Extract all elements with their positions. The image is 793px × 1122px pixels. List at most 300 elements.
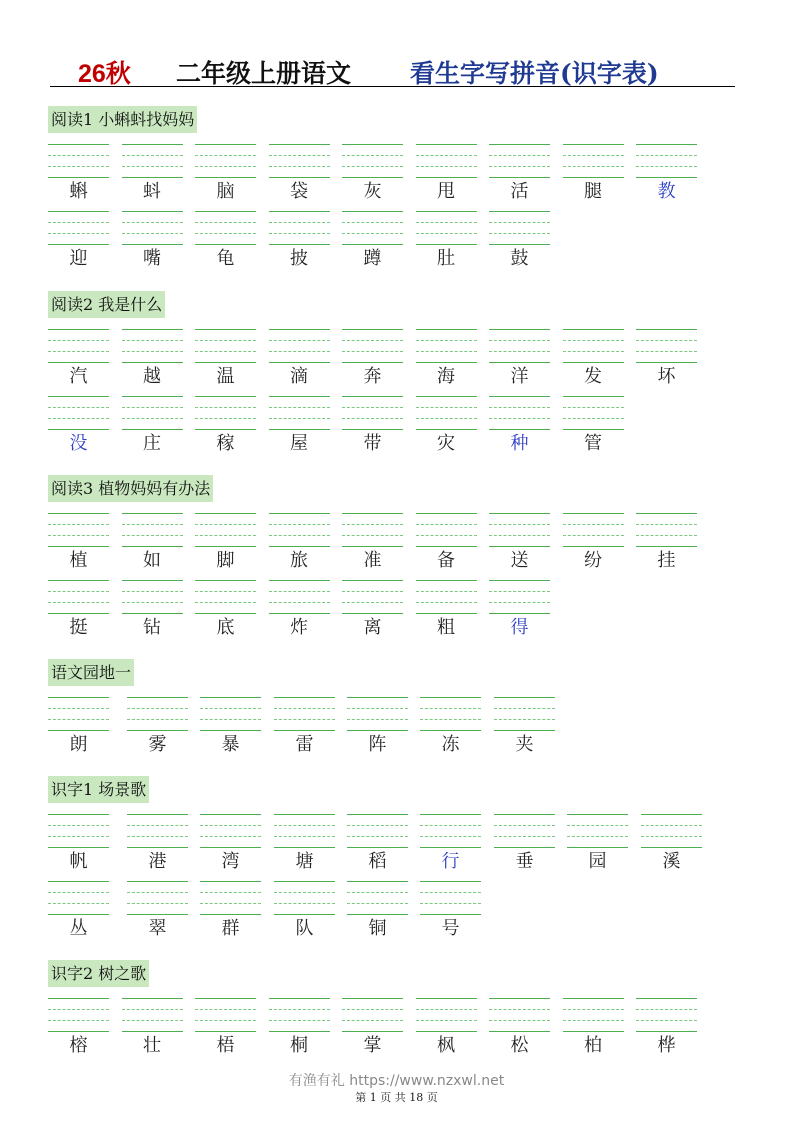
pinyin-writing-lines[interactable] <box>563 144 624 178</box>
guide-line <box>269 429 330 430</box>
hanzi-character: 灰 <box>363 181 382 202</box>
title-prefix: 26秋 <box>78 60 131 88</box>
pinyin-writing-lines[interactable] <box>122 329 183 363</box>
hanzi-character: 教 <box>657 181 676 202</box>
guide-line <box>127 730 188 731</box>
guide-line <box>489 144 550 145</box>
pinyin-writing-lines[interactable] <box>269 998 330 1032</box>
hanzi-character: 管 <box>584 433 602 454</box>
hanzi-character: 得 <box>510 617 529 638</box>
character-cell <box>195 998 256 1056</box>
guide-line <box>122 144 183 145</box>
pinyin-writing-lines[interactable] <box>342 580 403 614</box>
guide-line <box>416 177 477 178</box>
guide-line <box>122 418 183 419</box>
guide-line <box>416 535 477 536</box>
guide-line <box>563 998 624 999</box>
guide-line <box>269 613 330 614</box>
guide-line <box>195 1031 256 1032</box>
pinyin-writing-lines[interactable] <box>195 329 256 363</box>
pinyin-writing-lines[interactable] <box>48 329 109 363</box>
pinyin-writing-lines[interactable] <box>641 814 702 848</box>
guide-line <box>48 697 109 698</box>
hanzi-character: 丛 <box>69 918 88 939</box>
guide-line <box>420 914 481 915</box>
character-cell <box>347 697 408 755</box>
guide-line <box>416 998 477 999</box>
char-row <box>48 211 748 269</box>
pinyin-writing-lines[interactable] <box>416 998 477 1032</box>
guide-line <box>195 211 256 212</box>
hanzi-character: 夹 <box>515 734 534 755</box>
guide-line <box>563 144 624 145</box>
pinyin-writing-lines[interactable] <box>195 396 256 430</box>
guide-line <box>420 847 481 848</box>
guide-line <box>489 396 550 397</box>
section-heading: 识字1 场景歌 <box>48 776 149 803</box>
hanzi-character: 蹲 <box>363 248 382 269</box>
pinyin-writing-lines[interactable] <box>269 580 330 614</box>
pinyin-writing-lines[interactable] <box>416 211 477 245</box>
pinyin-writing-lines[interactable] <box>494 697 555 731</box>
guide-line <box>274 903 335 904</box>
pinyin-writing-lines[interactable] <box>269 144 330 178</box>
guide-line <box>636 546 697 547</box>
guide-line <box>200 881 261 882</box>
hanzi-character: 挺 <box>69 617 88 638</box>
guide-line <box>342 166 403 167</box>
pinyin-writing-lines[interactable] <box>122 144 183 178</box>
pinyin-writing-lines[interactable] <box>127 697 188 731</box>
pinyin-writing-lines[interactable] <box>48 881 109 915</box>
guide-line <box>274 708 335 709</box>
guide-line <box>48 1020 109 1021</box>
hanzi-character: 桐 <box>290 1035 308 1056</box>
guide-line <box>342 329 403 330</box>
guide-line <box>342 513 403 514</box>
character-cell <box>420 697 481 755</box>
hanzi-character: 港 <box>148 851 167 872</box>
guide-line <box>563 340 624 341</box>
guide-line <box>342 535 403 536</box>
section-heading: 阅读1 小蝌蚪找妈妈 <box>48 106 197 133</box>
pinyin-writing-lines[interactable] <box>563 396 624 430</box>
guide-line <box>489 546 550 547</box>
character-cell <box>195 144 256 202</box>
guide-line <box>420 892 481 893</box>
guide-line <box>122 998 183 999</box>
pinyin-writing-lines[interactable] <box>420 814 481 848</box>
character-cell <box>489 998 550 1056</box>
guide-line <box>563 351 624 352</box>
pinyin-writing-lines[interactable] <box>48 396 109 430</box>
pinyin-writing-lines[interactable] <box>494 814 555 848</box>
pinyin-writing-lines[interactable] <box>127 814 188 848</box>
guide-line <box>416 613 477 614</box>
pinyin-writing-lines[interactable] <box>342 211 403 245</box>
guide-line <box>416 546 477 547</box>
guide-line <box>342 222 403 223</box>
pinyin-writing-lines[interactable] <box>563 513 624 547</box>
pinyin-writing-lines[interactable] <box>48 513 109 547</box>
character-cell <box>416 998 477 1056</box>
character-cell <box>420 814 481 872</box>
guide-line <box>342 418 403 419</box>
character-cell <box>342 580 403 638</box>
guide-line <box>563 329 624 330</box>
hanzi-character: 行 <box>441 851 460 872</box>
pinyin-writing-lines[interactable] <box>416 513 477 547</box>
guide-line <box>636 351 697 352</box>
guide-line <box>416 340 477 341</box>
guide-line <box>122 166 183 167</box>
hanzi-character: 稼 <box>216 433 235 454</box>
guide-line <box>636 177 697 178</box>
hanzi-character: 翠 <box>148 918 167 939</box>
hanzi-character: 旅 <box>290 550 308 571</box>
pinyin-writing-lines[interactable] <box>48 814 109 848</box>
pinyin-writing-lines[interactable] <box>416 144 477 178</box>
guide-line <box>416 580 477 581</box>
guide-line <box>342 407 403 408</box>
character-cell <box>48 814 109 872</box>
character-cell <box>420 881 481 939</box>
character-cell <box>195 329 256 387</box>
guide-line <box>48 602 109 603</box>
guide-line <box>636 524 697 525</box>
pinyin-writing-lines[interactable] <box>48 211 109 245</box>
pinyin-writing-lines[interactable] <box>274 881 335 915</box>
guide-line <box>636 998 697 999</box>
pinyin-writing-lines[interactable] <box>636 513 697 547</box>
guide-line <box>269 177 330 178</box>
pinyin-writing-lines[interactable] <box>122 998 183 1032</box>
hanzi-character: 发 <box>584 366 602 387</box>
guide-line <box>48 998 109 999</box>
guide-line <box>48 222 109 223</box>
character-cell <box>269 329 330 387</box>
hanzi-character: 奔 <box>363 366 382 387</box>
guide-line <box>269 166 330 167</box>
pinyin-writing-lines[interactable] <box>127 881 188 915</box>
character-cell <box>122 513 183 571</box>
pinyin-writing-lines[interactable] <box>195 513 256 547</box>
hanzi-character: 溪 <box>662 851 681 872</box>
guide-line <box>48 418 109 419</box>
guide-line <box>342 591 403 592</box>
guide-line <box>48 1009 109 1010</box>
guide-line <box>489 233 550 234</box>
hanzi-character: 壮 <box>143 1035 161 1056</box>
hanzi-character: 庄 <box>143 433 161 454</box>
guide-line <box>122 155 183 156</box>
guide-line <box>269 580 330 581</box>
guide-line <box>127 881 188 882</box>
character-cell <box>274 881 335 939</box>
guide-line <box>347 697 408 698</box>
character-cell <box>636 144 697 202</box>
guide-line <box>195 580 256 581</box>
guide-line <box>347 903 408 904</box>
guide-line <box>269 602 330 603</box>
pinyin-writing-lines[interactable] <box>48 580 109 614</box>
hanzi-character: 群 <box>221 918 240 939</box>
guide-line <box>269 513 330 514</box>
guide-line <box>48 847 109 848</box>
pinyin-writing-lines[interactable] <box>122 513 183 547</box>
char-row <box>48 814 748 872</box>
guide-line <box>274 892 335 893</box>
pinyin-writing-lines[interactable] <box>489 513 550 547</box>
character-cell <box>342 329 403 387</box>
guide-line <box>195 351 256 352</box>
hanzi-character: 离 <box>363 617 382 638</box>
character-cell <box>563 513 624 571</box>
hanzi-character: 湾 <box>221 851 240 872</box>
guide-line <box>641 825 702 826</box>
character-cell <box>416 396 477 454</box>
guide-line <box>420 836 481 837</box>
hanzi-character: 迎 <box>69 248 88 269</box>
guide-line <box>489 429 550 430</box>
guide-line <box>48 396 109 397</box>
guide-line <box>200 719 261 720</box>
guide-line <box>494 697 555 698</box>
footer-website: 有渔有礼 https://www.nzxwl.net <box>288 1073 505 1089</box>
hanzi-character: 种 <box>510 433 529 454</box>
pinyin-writing-lines[interactable] <box>342 998 403 1032</box>
guide-line <box>48 166 109 167</box>
pinyin-writing-lines[interactable] <box>48 697 109 731</box>
pinyin-writing-lines[interactable] <box>200 881 261 915</box>
guide-line <box>494 719 555 720</box>
guide-line <box>636 340 697 341</box>
character-cell <box>563 396 624 454</box>
hanzi-character: 挂 <box>657 550 676 571</box>
guide-line <box>127 903 188 904</box>
character-cell <box>195 396 256 454</box>
pinyin-writing-lines[interactable] <box>342 513 403 547</box>
hanzi-character: 雾 <box>148 734 167 755</box>
guide-line <box>347 847 408 848</box>
guide-line <box>489 244 550 245</box>
pinyin-writing-lines[interactable] <box>489 580 550 614</box>
guide-line <box>195 329 256 330</box>
pinyin-writing-lines[interactable] <box>274 814 335 848</box>
pinyin-writing-lines[interactable] <box>269 329 330 363</box>
character-cell <box>48 329 109 387</box>
pinyin-writing-lines[interactable] <box>420 881 481 915</box>
guide-line <box>48 825 109 826</box>
pinyin-writing-lines[interactable] <box>48 144 109 178</box>
guide-line <box>48 155 109 156</box>
guide-line <box>342 580 403 581</box>
guide-line <box>122 362 183 363</box>
pinyin-writing-lines[interactable] <box>269 396 330 430</box>
pinyin-writing-lines[interactable] <box>563 329 624 363</box>
guide-line <box>195 524 256 525</box>
pinyin-writing-lines[interactable] <box>195 998 256 1032</box>
character-cell <box>489 329 550 387</box>
guide-line <box>347 730 408 731</box>
guide-line <box>48 211 109 212</box>
hanzi-character: 屋 <box>290 433 308 454</box>
pinyin-writing-lines[interactable] <box>200 697 261 731</box>
pinyin-writing-lines[interactable] <box>416 329 477 363</box>
hanzi-character: 梧 <box>216 1035 235 1056</box>
pinyin-writing-lines[interactable] <box>122 211 183 245</box>
character-cell <box>200 697 261 755</box>
character-cell <box>347 881 408 939</box>
guide-line <box>274 719 335 720</box>
pinyin-writing-lines[interactable] <box>274 697 335 731</box>
guide-line <box>567 814 628 815</box>
guide-line <box>420 903 481 904</box>
guide-line <box>122 524 183 525</box>
guide-line <box>269 546 330 547</box>
hanzi-character: 鼓 <box>510 248 529 269</box>
guide-line <box>48 881 109 882</box>
guide-line <box>416 244 477 245</box>
guide-line <box>122 429 183 430</box>
guide-line <box>269 418 330 419</box>
character-cell <box>563 144 624 202</box>
guide-line <box>636 329 697 330</box>
guide-line <box>342 546 403 547</box>
pinyin-writing-lines[interactable] <box>420 697 481 731</box>
hanzi-character: 洋 <box>510 366 529 387</box>
character-cell <box>48 513 109 571</box>
pinyin-writing-lines[interactable] <box>489 144 550 178</box>
pinyin-writing-lines[interactable] <box>347 881 408 915</box>
guide-line <box>122 1031 183 1032</box>
guide-line <box>416 429 477 430</box>
hanzi-character: 铜 <box>368 918 387 939</box>
pinyin-writing-lines[interactable] <box>636 329 697 363</box>
hanzi-character: 活 <box>510 181 529 202</box>
pinyin-writing-lines[interactable] <box>416 396 477 430</box>
pinyin-writing-lines[interactable] <box>48 998 109 1032</box>
guide-line <box>48 340 109 341</box>
guide-line <box>494 836 555 837</box>
character-cell <box>122 998 183 1056</box>
hanzi-character: 带 <box>363 433 382 454</box>
guide-line <box>489 177 550 178</box>
hanzi-character: 园 <box>588 851 607 872</box>
guide-line <box>489 418 550 419</box>
character-cell <box>274 814 335 872</box>
guide-line <box>563 524 624 525</box>
guide-line <box>420 719 481 720</box>
hanzi-character: 没 <box>69 433 88 454</box>
pinyin-writing-lines[interactable] <box>195 580 256 614</box>
character-cell <box>636 998 697 1056</box>
pinyin-writing-lines[interactable] <box>195 211 256 245</box>
character-cell <box>567 814 628 872</box>
section-heading: 阅读3 植物妈妈有办法 <box>48 475 213 502</box>
guide-line <box>420 730 481 731</box>
guide-line <box>269 340 330 341</box>
pinyin-writing-lines[interactable] <box>342 144 403 178</box>
character-cell <box>274 697 335 755</box>
guide-line <box>567 847 628 848</box>
pinyin-writing-lines[interactable] <box>269 211 330 245</box>
guide-line <box>195 362 256 363</box>
guide-line <box>563 407 624 408</box>
hanzi-character: 暴 <box>221 734 240 755</box>
pinyin-writing-lines[interactable] <box>489 329 550 363</box>
guide-line <box>48 903 109 904</box>
pinyin-writing-lines[interactable] <box>416 580 477 614</box>
pinyin-writing-lines[interactable] <box>347 697 408 731</box>
guide-line <box>416 524 477 525</box>
guide-line <box>48 513 109 514</box>
hanzi-character: 如 <box>143 550 161 571</box>
guide-line <box>200 903 261 904</box>
guide-line <box>347 825 408 826</box>
guide-line <box>269 233 330 234</box>
guide-line <box>127 914 188 915</box>
guide-line <box>122 351 183 352</box>
character-cell <box>48 697 109 755</box>
pinyin-writing-lines[interactable] <box>122 396 183 430</box>
character-cell <box>122 580 183 638</box>
character-cell <box>48 580 109 638</box>
pinyin-writing-lines[interactable] <box>342 329 403 363</box>
pinyin-writing-lines[interactable] <box>636 998 697 1032</box>
pinyin-writing-lines[interactable] <box>636 144 697 178</box>
guide-line <box>347 914 408 915</box>
character-cell <box>416 211 477 269</box>
guide-line <box>636 155 697 156</box>
pinyin-writing-lines[interactable] <box>563 998 624 1032</box>
pinyin-writing-lines[interactable] <box>567 814 628 848</box>
guide-line <box>195 407 256 408</box>
hanzi-character: 滴 <box>290 366 308 387</box>
pinyin-writing-lines[interactable] <box>489 998 550 1032</box>
guide-line <box>420 697 481 698</box>
guide-line <box>563 177 624 178</box>
guide-line <box>489 998 550 999</box>
pinyin-writing-lines[interactable] <box>122 580 183 614</box>
guide-line <box>416 362 477 363</box>
pinyin-writing-lines[interactable] <box>342 396 403 430</box>
pinyin-writing-lines[interactable] <box>489 396 550 430</box>
pinyin-writing-lines[interactable] <box>200 814 261 848</box>
guide-line <box>563 546 624 547</box>
guide-line <box>274 814 335 815</box>
guide-line <box>48 144 109 145</box>
pinyin-writing-lines[interactable] <box>195 144 256 178</box>
guide-line <box>200 847 261 848</box>
character-cell <box>494 697 555 755</box>
guide-line <box>200 730 261 731</box>
guide-line <box>269 524 330 525</box>
guide-line <box>269 211 330 212</box>
character-cell <box>195 211 256 269</box>
guide-line <box>48 535 109 536</box>
guide-line <box>489 1020 550 1021</box>
guide-line <box>195 998 256 999</box>
guide-line <box>48 177 109 178</box>
guide-line <box>122 513 183 514</box>
guide-line <box>636 144 697 145</box>
pinyin-writing-lines[interactable] <box>489 211 550 245</box>
pinyin-writing-lines[interactable] <box>347 814 408 848</box>
pinyin-writing-lines[interactable] <box>269 513 330 547</box>
guide-line <box>127 836 188 837</box>
character-cell <box>489 211 550 269</box>
